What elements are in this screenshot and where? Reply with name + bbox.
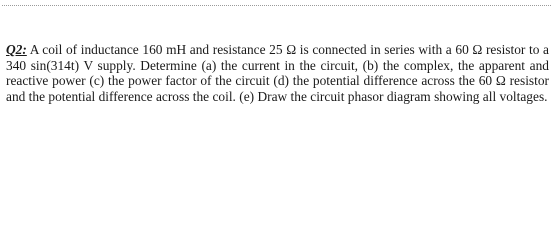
question-text: A coil of inductance 160 mH and resistance 25 Ω is connected in series with a 60 Ω resistor to a 340 sin(314t) V supply. Determine (a) the current in the circuit, (b) the complex, the apparent and reactive power (c) the power factor of the circuit (d) the potential difference across the 60 Ω resistor and the potential difference across the coil. (e) Draw the circuit phasor diagram showing all voltages.: [6, 42, 549, 104]
question-paragraph: [6, 42, 549, 104]
question-number: Q2:: [6, 42, 27, 57]
dotted-separator-line: [2, 5, 551, 6]
